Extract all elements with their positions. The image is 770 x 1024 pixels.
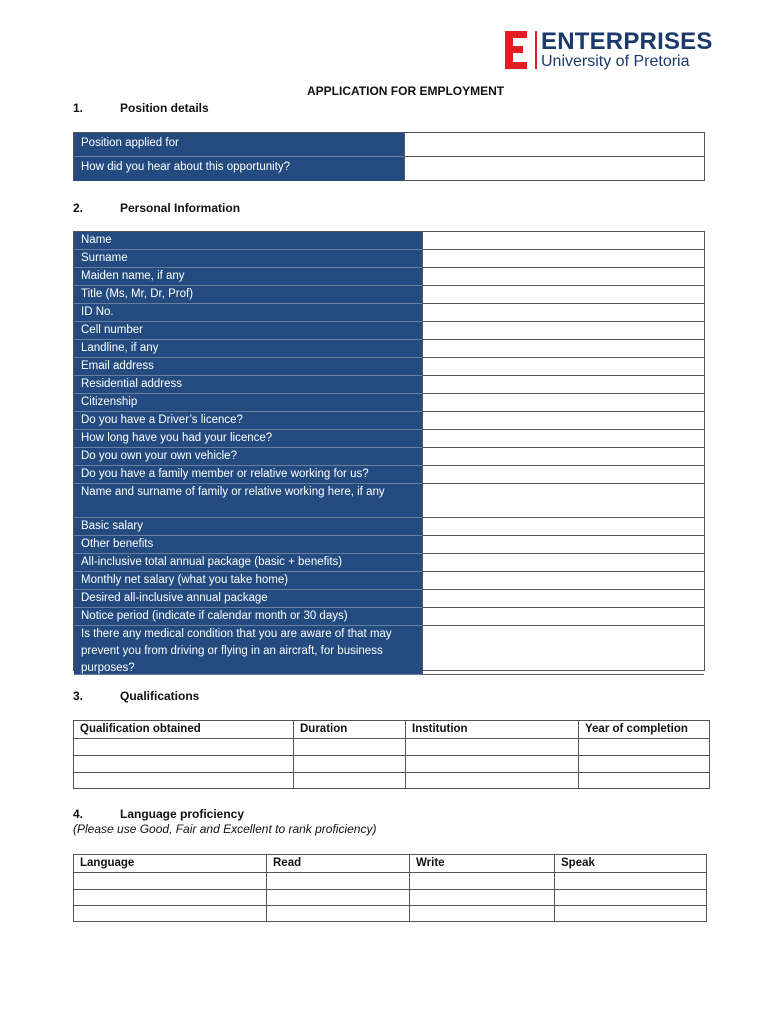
language-header: Language: [80, 857, 135, 869]
position-applied-field[interactable]: [404, 133, 704, 157]
proficiency-note: (Please use Good, Fair and Excellent to rank proficiency): [73, 822, 377, 836]
personal-info-field[interactable]: [422, 572, 704, 590]
personal-info-field[interactable]: [422, 376, 704, 394]
row-divider: [74, 889, 706, 890]
personal-info-label: Cell number: [74, 322, 422, 340]
logo-e-icon: [505, 31, 527, 69]
personal-info-field[interactable]: [422, 484, 704, 518]
position-details-table: [73, 132, 705, 181]
duration-header: Duration: [300, 723, 348, 735]
enterprises-logo: [505, 28, 713, 73]
personal-info-field[interactable]: [422, 358, 704, 376]
hear-about-label: How did you hear about this opportunity?: [74, 157, 404, 181]
logo-divider: [535, 31, 537, 69]
personal-info-label: Notice period (indicate if calendar month or 30 days): [74, 608, 422, 626]
row-divider: [74, 872, 706, 873]
personal-info-label: Name: [74, 232, 422, 250]
personal-info-field[interactable]: [422, 448, 704, 466]
read-header: Read: [273, 857, 302, 869]
page-title: APPLICATION FOR EMPLOYMENT: [307, 84, 505, 98]
personal-info-label: How long have you had your licence?: [74, 430, 422, 448]
personal-info-label: Surname: [74, 250, 422, 268]
personal-info-label: Do you own your own vehicle?: [74, 448, 422, 466]
personal-info-label: Do you have a Driver’s licence?: [74, 412, 422, 430]
personal-info-label: ID No.: [74, 304, 422, 322]
personal-info-label: Do you have a family member or relative working for us?: [74, 466, 422, 484]
section2-title: Personal Information: [120, 201, 241, 215]
personal-info-field[interactable]: [422, 608, 704, 626]
personal-info-field[interactable]: [422, 232, 704, 250]
personal-info-field[interactable]: [422, 304, 704, 322]
column-divider: [554, 855, 555, 921]
position-applied-label: Position applied for: [74, 133, 404, 157]
speak-header: Speak: [561, 857, 595, 869]
hear-about-field[interactable]: [404, 157, 704, 181]
personal-info-field[interactable]: [422, 536, 704, 554]
qualifications-table: [73, 720, 710, 789]
write-header: Write: [416, 857, 445, 869]
personal-info-label: Basic salary: [74, 518, 422, 536]
personal-info-label: Email address: [74, 358, 422, 376]
personal-info-label: Is there any medical condition that you are aware of that may prevent you from driving or flying in an aircraft, for business purposes?: [74, 626, 422, 675]
row-divider: [74, 755, 709, 756]
personal-info-field[interactable]: [422, 430, 704, 448]
section1-title: Position details: [120, 101, 209, 115]
personal-info-field[interactable]: [422, 322, 704, 340]
personal-info-label: Other benefits: [74, 536, 422, 554]
personal-info-label: Title (Ms, Mr, Dr, Prof): [74, 286, 422, 304]
personal-info-field[interactable]: [422, 518, 704, 536]
logo-subtitle: University of Pretoria: [541, 53, 690, 70]
personal-info-field[interactable]: [422, 250, 704, 268]
personal-info-label: Landline, if any: [74, 340, 422, 358]
personal-info-field[interactable]: [422, 590, 704, 608]
section4-number: 4.: [73, 807, 84, 821]
personal-info-field[interactable]: [422, 286, 704, 304]
personal-info-label: Maiden name, if any: [74, 268, 422, 286]
personal-info-field[interactable]: [422, 268, 704, 286]
personal-info-label: Name and surname of family or relative working here, if any: [74, 484, 422, 518]
personal-info-field[interactable]: [422, 394, 704, 412]
personal-info-label: Monthly net salary (what you take home): [74, 572, 422, 590]
personal-info-label: Citizenship: [74, 394, 422, 412]
table-row: [74, 133, 704, 157]
row-divider: [74, 905, 706, 906]
table-row: [74, 157, 704, 181]
section3-number: 3.: [73, 689, 84, 703]
personal-info-label: Desired all-inclusive annual package: [74, 590, 422, 608]
section1-number: 1.: [73, 101, 84, 115]
qualification-header: Qualification obtained: [80, 723, 201, 735]
personal-info-label: Residential address: [74, 376, 422, 394]
section4-title: Language proficiency: [120, 807, 245, 821]
row-divider: [74, 738, 709, 739]
column-divider: [409, 855, 410, 921]
language-table: [73, 854, 707, 922]
personal-information-table: [73, 231, 705, 674]
section2-number: 2.: [73, 201, 84, 215]
personal-info-label: All-inclusive total annual package (basic + benefits): [74, 554, 422, 572]
personal-info-field[interactable]: [422, 626, 704, 675]
year-header: Year of completion: [585, 723, 688, 735]
personal-info-field[interactable]: [422, 554, 704, 572]
row-divider: [74, 772, 709, 773]
column-divider: [266, 855, 267, 921]
personal-info-field[interactable]: [422, 340, 704, 358]
personal-info-field[interactable]: [422, 466, 704, 484]
section3-title: Qualifications: [120, 689, 200, 703]
logo-wordmark: ENTERPRISES: [541, 28, 713, 55]
personal-info-field[interactable]: [422, 412, 704, 430]
institution-header: Institution: [412, 723, 468, 735]
